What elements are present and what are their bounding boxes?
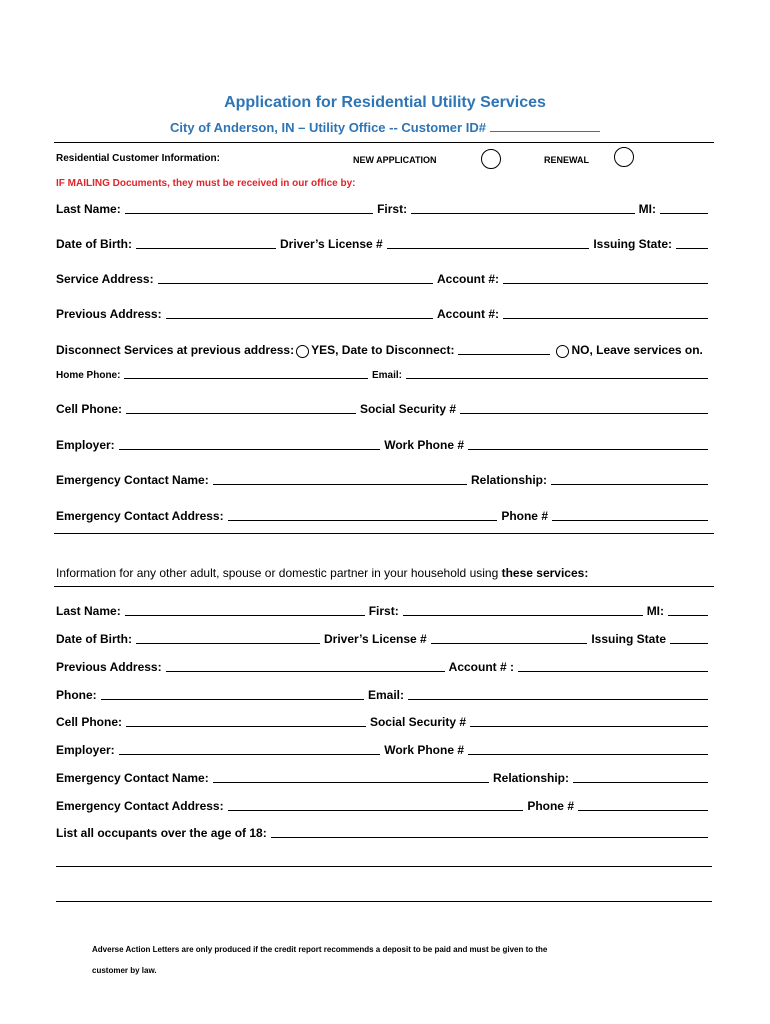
disconnect-date-field[interactable]	[458, 353, 550, 355]
first-name-label: First:	[377, 202, 408, 216]
disconnect-no-radio[interactable]	[556, 345, 569, 358]
mi-field-2[interactable]	[668, 614, 708, 616]
occupants-label: List all occupants over the age of 18:	[56, 826, 267, 840]
form-title: Application for Residential Utility Services	[224, 94, 546, 111]
relationship-label-2: Relationship:	[492, 771, 569, 785]
previous-address-field-2[interactable]	[166, 670, 445, 672]
dob-label-2: Date of Birth:	[56, 632, 132, 646]
phone-field-3[interactable]	[578, 809, 708, 811]
row-name	[56, 202, 712, 216]
section2-divider	[54, 586, 714, 587]
emergency-address-field[interactable]	[228, 519, 498, 521]
employer-label-2: Employer:	[56, 743, 115, 757]
emergency-name-field-2[interactable]	[213, 781, 489, 783]
emergency-name-label-2: Emergency Contact Name:	[56, 771, 209, 785]
mi-field[interactable]	[660, 212, 708, 214]
new-application-radio[interactable]	[481, 149, 501, 169]
row-disconnect	[56, 343, 712, 357]
row-emergency-address	[56, 509, 712, 523]
row2-phone	[56, 688, 712, 702]
drivers-license-label: Driver’s License #	[280, 237, 383, 251]
row-dob	[56, 237, 712, 251]
row-employer	[56, 438, 712, 452]
home-phone-field[interactable]	[124, 377, 368, 379]
row2-previous-address	[56, 660, 712, 674]
footer-note-line1: Adverse Action Letters are only produced if the credit report recommends a deposit to be paid and must be given to the	[92, 945, 548, 954]
drivers-license-field-2[interactable]	[431, 642, 588, 644]
subtitle-text: City of Anderson, IN – Utility Office -- Customer ID#	[170, 120, 486, 135]
mailing-note: IF MAILING Documents, they must be received in our office by:	[56, 178, 356, 189]
cell-phone-field[interactable]	[126, 412, 356, 414]
phone-label-2: Phone:	[56, 688, 97, 702]
relationship-field-2[interactable]	[573, 781, 708, 783]
last-name-label-2: Last Name:	[56, 604, 121, 618]
ssn-field[interactable]	[460, 412, 708, 414]
drivers-license-label-2: Driver’s License #	[324, 632, 427, 646]
emergency-address-label-2: Emergency Contact Address:	[56, 799, 224, 813]
employer-field[interactable]	[119, 448, 381, 450]
occupants-field-2[interactable]	[56, 866, 712, 867]
work-phone-label-2: Work Phone #	[384, 743, 464, 757]
row-emergency-name	[56, 473, 712, 487]
service-address-label: Service Address:	[56, 272, 154, 286]
phone-field-2[interactable]	[101, 698, 364, 700]
account-label-3: Account # :	[448, 660, 514, 674]
email-field-2[interactable]	[408, 698, 708, 700]
disconnect-no-label: NO, Leave services on.	[571, 343, 703, 357]
dob-field-2[interactable]	[136, 642, 320, 644]
row2-emergency-address	[56, 799, 712, 813]
row-cell-phone	[56, 402, 712, 416]
email-field-1[interactable]	[406, 377, 708, 379]
last-name-label: Last Name:	[56, 202, 121, 216]
emergency-address-label: Emergency Contact Address:	[56, 509, 224, 523]
row2-cell-phone	[56, 715, 712, 729]
occupants-field-1[interactable]	[271, 836, 708, 838]
first-name-label-2: First:	[368, 604, 399, 618]
row2-name	[56, 604, 712, 618]
account-label-1: Account #:	[436, 272, 499, 286]
ssn-label-2: Social Security #	[369, 715, 466, 729]
work-phone-field[interactable]	[468, 448, 708, 450]
service-address-field[interactable]	[158, 282, 433, 284]
relationship-label-1: Relationship:	[470, 473, 547, 487]
home-phone-label: Home Phone:	[56, 370, 121, 381]
work-phone-field-2[interactable]	[468, 753, 708, 755]
phone-label-1: Phone #	[501, 509, 548, 523]
mi-label-2: MI:	[646, 604, 665, 618]
cell-phone-label-2: Cell Phone:	[56, 715, 123, 729]
emergency-address-field-2[interactable]	[228, 809, 524, 811]
email-label-2: Email:	[367, 688, 404, 702]
dob-label: Date of Birth:	[56, 237, 132, 251]
work-phone-label: Work Phone #	[384, 438, 464, 452]
ssn-field-2[interactable]	[470, 725, 708, 727]
last-name-field[interactable]	[125, 212, 373, 214]
renewal-radio[interactable]	[614, 147, 634, 167]
dob-field[interactable]	[136, 247, 276, 249]
header-divider	[54, 142, 714, 143]
row2-employer	[56, 743, 712, 757]
previous-address-label-2: Previous Address:	[56, 660, 162, 674]
disconnect-label: Disconnect Services at previous address:	[56, 343, 295, 357]
cell-phone-field-2[interactable]	[126, 725, 366, 727]
issuing-state-field[interactable]	[676, 247, 708, 249]
renewal-label: RENEWAL	[544, 155, 589, 165]
row-home-phone	[56, 370, 712, 381]
phone-label-3: Phone #	[527, 799, 574, 813]
row-previous-address	[56, 307, 712, 321]
footer-note-line2: customer by law.	[92, 966, 157, 975]
disconnect-yes-label: YES, Date to Disconnect:	[311, 343, 455, 357]
account-field-1[interactable]	[503, 282, 708, 284]
section2-intro-text: Information for any other adult, spouse or domestic partner in your household using	[56, 566, 502, 580]
emergency-name-label: Emergency Contact Name:	[56, 473, 209, 487]
ssn-label: Social Security #	[359, 402, 456, 416]
cell-phone-label: Cell Phone:	[56, 402, 123, 416]
section-divider	[54, 533, 714, 534]
emergency-name-field[interactable]	[213, 483, 467, 485]
previous-address-label: Previous Address:	[56, 307, 162, 321]
occupants-field-3[interactable]	[56, 901, 712, 902]
disconnect-yes-radio[interactable]	[296, 345, 309, 358]
customer-id-field[interactable]	[490, 121, 600, 132]
row2-occupants	[56, 826, 712, 840]
issuing-state-label-2: Issuing State	[591, 632, 666, 646]
account-field-2[interactable]	[503, 317, 708, 319]
first-name-field[interactable]	[411, 212, 635, 214]
section2-intro-bold: these services:	[501, 566, 589, 580]
relationship-field-1[interactable]	[551, 483, 708, 485]
issuing-state-field-2[interactable]	[670, 642, 708, 644]
account-field-3[interactable]	[518, 670, 708, 672]
employer-field-2[interactable]	[119, 753, 381, 755]
section2-intro	[56, 566, 588, 580]
drivers-license-field[interactable]	[387, 247, 590, 249]
employer-label: Employer:	[56, 438, 115, 452]
last-name-field-2[interactable]	[125, 614, 365, 616]
row-service-address	[56, 272, 712, 286]
row2-emergency-name	[56, 771, 712, 785]
row2-dob	[56, 632, 712, 646]
email-label-1: Email:	[371, 370, 402, 381]
phone-field-1[interactable]	[552, 519, 708, 521]
residential-info-label: Residential Customer Information:	[56, 153, 220, 164]
form-subtitle	[0, 120, 770, 135]
new-application-label: NEW APPLICATION	[353, 155, 437, 165]
issuing-state-label: Issuing State:	[593, 237, 672, 251]
first-name-field-2[interactable]	[403, 614, 643, 616]
account-label-2: Account #:	[436, 307, 499, 321]
previous-address-field[interactable]	[166, 317, 433, 319]
mi-label: MI:	[638, 202, 656, 216]
